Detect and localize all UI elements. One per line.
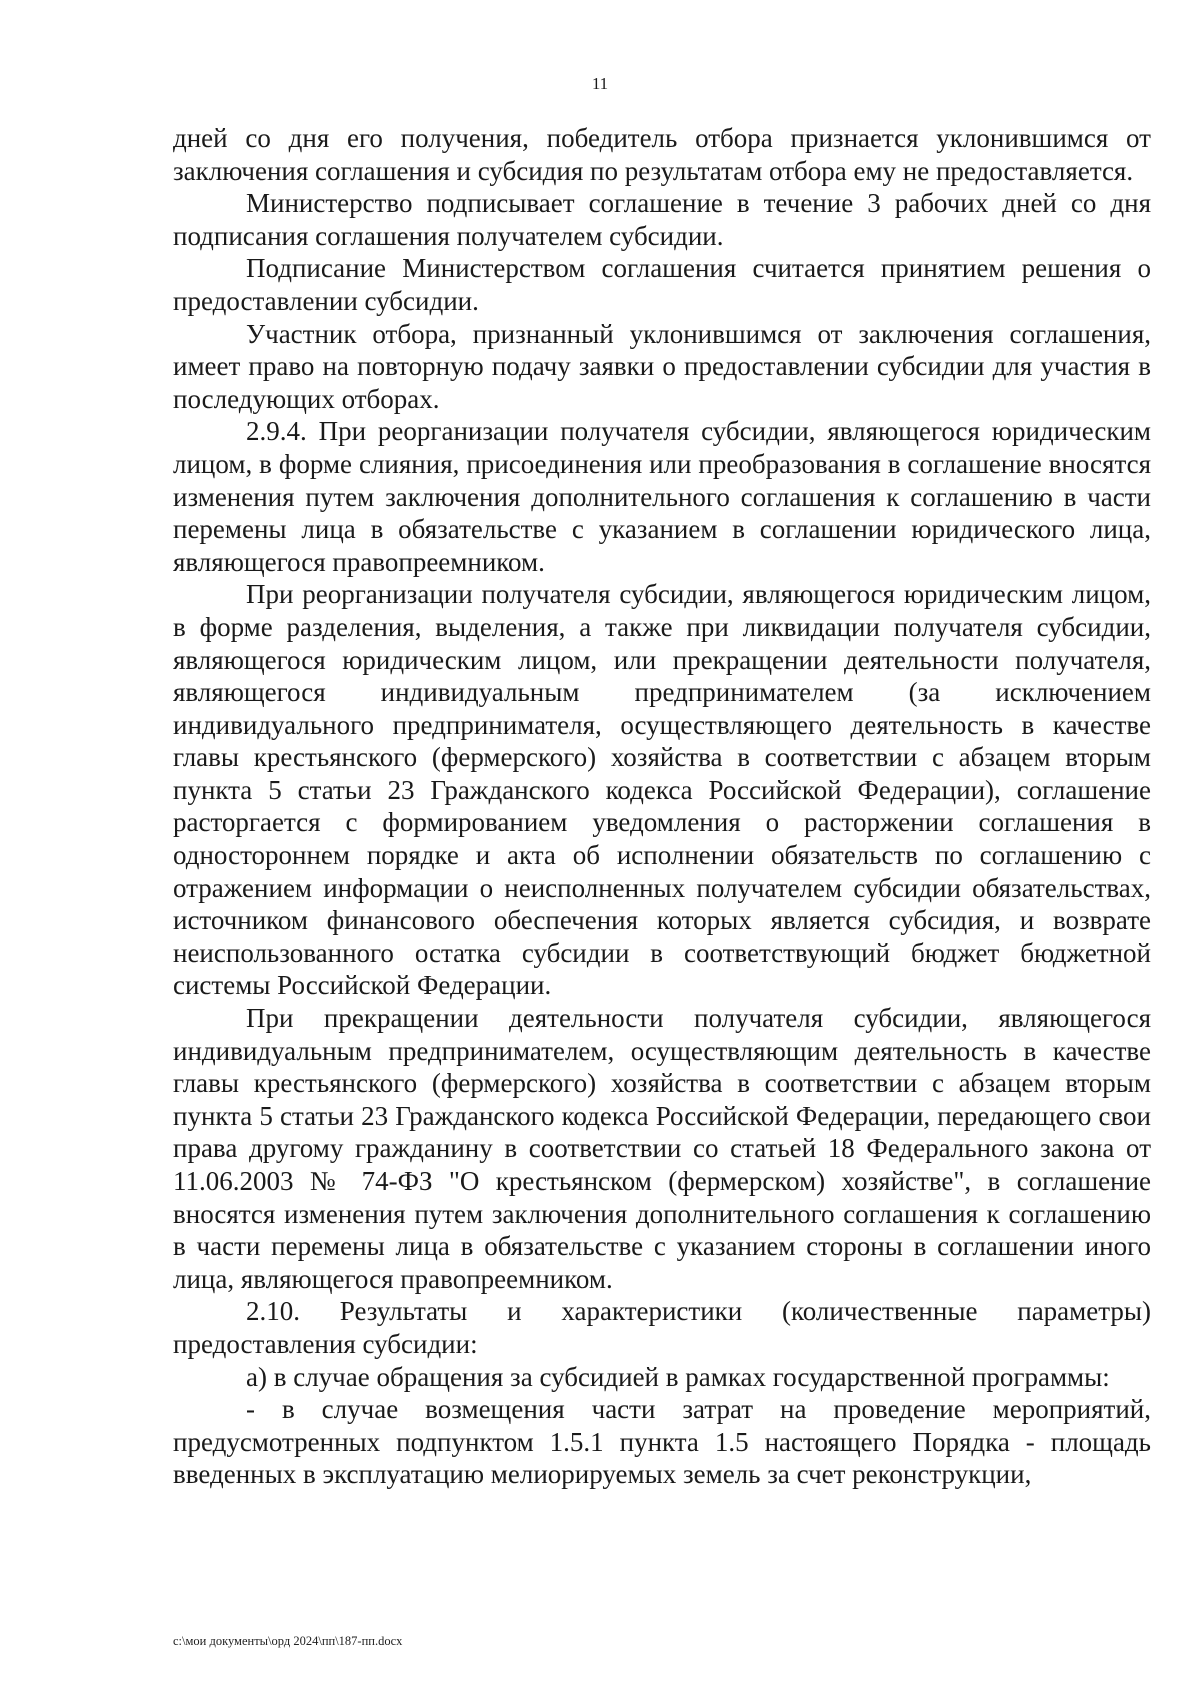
paragraph-continuation: дней со дня его получения, победитель отбора признается уклонившимся от заключения соглашения и субсидия по результатам отбора ему не предоставляется. (173, 123, 1151, 186)
paragraph-dash-item: - в случае возмещения части затрат на проведение мероприятий, предусмотренных подпунктом 1.5.1 пункта 1.5 настоящего Порядка - площадь введенных в эксплуатацию мелиорируемых земель за счет реконструкции, (173, 1394, 1151, 1490)
paragraph: Министерство подписывает соглашение в течение 3 рабочих дней со дня подписания соглашения получателем субсидии. (173, 188, 1151, 251)
paragraph: При реорганизации получателя субсидии, являющегося юридическим лицом, в форме разделения, выделения, а также при ликвидации получателя субсидии, являющегося юридическим лицом, или прекращении деятельности получателя, являющегося индивидуальным предпринимателем (за исключением индивидуального предпринимателя, осуществляющего деятельность в качестве главы крестьянского (фермерского) хозяйства в соответствии с абзацем вторым пункта 5 статьи 23 Гражданского кодекса Российской Федерации), соглашение расторгается с формированием уведомления о расторжении соглашения в одностороннем порядке и акта об исполнении обязательств по соглашению с отражением информации о неисполненных получателем субсидии обязательствах, источником финансового обеспечения которых является субсидия, и возврате неиспользованного остатка субсидии в соответствующий бюджет бюджетной системы Российской Федерации. (173, 579, 1151, 1001)
page-number: 11 (591, 74, 609, 93)
paragraph: При прекращении деятельности получателя субсидии, являющегося индивидуальным предпринимателем, осуществляющим деятельность в качестве главы крестьянского (фермерского) хозяйства в соответствии с абзацем вторым пункта 5 статьи 23 Гражданского кодекса Российской Федерации, передающего свои права другому гражданину в соответствии со статьей 18 Федерального закона от 11.06.2003 № 74-ФЗ "О крестьянском (фермерском) хозяйстве", в соглашение вносятся изменения путем заключения дополнительного соглашения к соглашению в части перемены лица в обязательстве с указанием стороны в соглашении иного лица, являющегося правопреемником. (173, 1003, 1151, 1294)
document-body (173, 122, 1151, 1491)
paragraph: Участник отбора, признанный уклонившимся от заключения соглашения, имеет право на повторную подачу заявки о предоставлении субсидии для участия в последующих отборах. (173, 318, 1151, 414)
footer-file-path: c:\мои документы\орд 2024\пп\187-пп.docx (173, 1634, 403, 1648)
paragraph-item-a: а) в случае обращения за субсидией в рамках государственной программы: (246, 1361, 1110, 1392)
paragraph-2-9-4: 2.9.4. При реорганизации получателя субсидии, являющегося юридическим лицом, в форме слияния, присоединения или преобразования в соглашение вносятся изменения путем заключения дополнительного соглашения к соглашению в части перемены лица в обязательстве с указанием в соглашении юридического лица, являющегося правопреемником. (173, 416, 1151, 577)
paragraph-2-10: 2.10. Результаты и характеристики (количественные параметры) предоставления субсидии: (173, 1296, 1151, 1359)
paragraph: Подписание Министерством соглашения считается принятием решения о предоставлении субсидии. (173, 253, 1151, 316)
